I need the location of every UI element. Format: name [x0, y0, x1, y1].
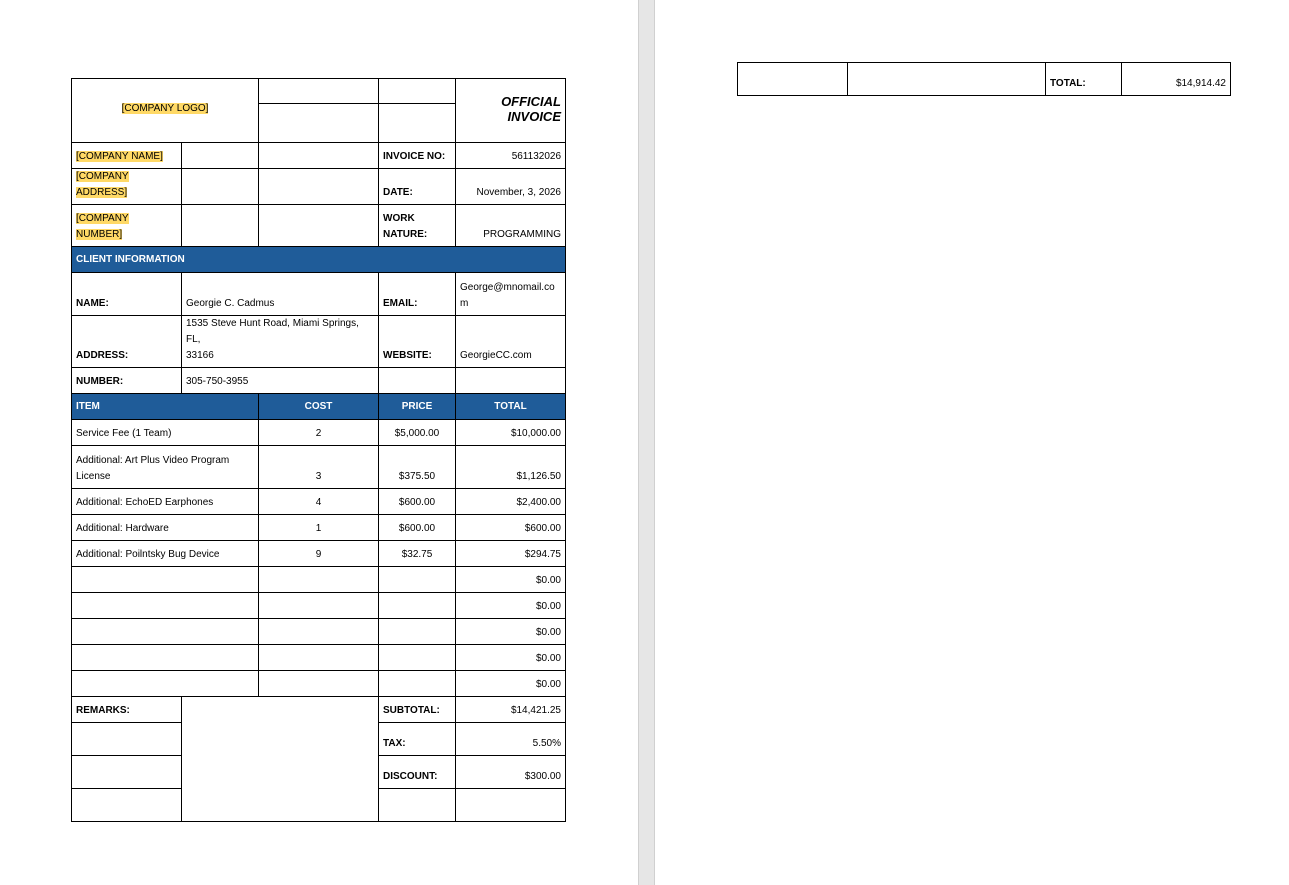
item-item	[72, 671, 259, 697]
company-name: [COMPANY NAME]	[72, 143, 182, 169]
item-price: $375.50	[379, 446, 456, 489]
invoice-no: 561132026	[456, 143, 566, 169]
item-price: $600.00	[379, 489, 456, 515]
item-total: $600.00	[456, 515, 566, 541]
subtotal: $14,421.25	[456, 697, 566, 723]
item-price	[379, 567, 456, 593]
item-row	[72, 515, 566, 541]
item-cost: 3	[259, 446, 379, 489]
company-number: [COMPANY NUMBER]	[72, 205, 182, 247]
item-cost: 4	[259, 489, 379, 515]
item-row	[72, 671, 566, 697]
item-item: Additional: Art Plus Video Program License	[72, 446, 259, 489]
item-total: $0.00	[456, 645, 566, 671]
item-row	[72, 541, 566, 567]
client-email: George@mnomail.co m	[456, 273, 566, 316]
item-total: $2,400.00	[456, 489, 566, 515]
email-label: EMAIL:	[379, 273, 456, 316]
subtotal-label: SUBTOTAL:	[379, 697, 456, 723]
item-total: $10,000.00	[456, 420, 566, 446]
tax: 5.50%	[456, 723, 566, 756]
item-total: $0.00	[456, 567, 566, 593]
item-cost	[259, 645, 379, 671]
website-label: WEBSITE:	[379, 316, 456, 368]
cost-header: COST	[259, 394, 379, 420]
tax-label: TAX:	[379, 723, 456, 756]
discount: $300.00	[456, 756, 566, 789]
item-price: $32.75	[379, 541, 456, 567]
page-gutter	[638, 0, 655, 885]
page2-total-table	[737, 62, 1231, 96]
item-item	[72, 645, 259, 671]
work-nature-label: WORK NATURE:	[379, 205, 456, 247]
item-cost	[259, 593, 379, 619]
item-item: Service Fee (1 Team)	[72, 420, 259, 446]
work-nature: PROGRAMMING	[456, 205, 566, 247]
total-label: TOTAL:	[1046, 63, 1122, 96]
item-price	[379, 593, 456, 619]
item-item: Additional: Poilntsky Bug Device	[72, 541, 259, 567]
client-address: 1535 Steve Hunt Road, Miami Springs, FL, 33166	[182, 316, 379, 368]
date-label: DATE:	[379, 169, 456, 205]
client-name: Georgie C. Cadmus	[182, 273, 379, 316]
item-price: $600.00	[379, 515, 456, 541]
number-label: NUMBER:	[72, 368, 182, 394]
item-row	[72, 645, 566, 671]
item-total: $1,126.50	[456, 446, 566, 489]
item-item: Additional: EchoED Earphones	[72, 489, 259, 515]
item-item: Additional: Hardware	[72, 515, 259, 541]
item-cost: 2	[259, 420, 379, 446]
item-header: ITEM	[72, 394, 259, 420]
item-total: $0.00	[456, 593, 566, 619]
remarks-label: REMARKS:	[72, 697, 182, 723]
invoice-title: OFFICIAL INVOICE	[456, 79, 566, 143]
item-total: $0.00	[456, 619, 566, 645]
item-price	[379, 671, 456, 697]
grand-total: $14,914.42	[1122, 63, 1231, 96]
item-row	[72, 489, 566, 515]
item-price	[379, 645, 456, 671]
date: November, 3, 2026	[456, 169, 566, 205]
item-cost	[259, 567, 379, 593]
item-row	[72, 567, 566, 593]
item-row	[72, 446, 566, 489]
company-address: [COMPANY ADDRESS]	[72, 169, 182, 205]
item-price: $5,000.00	[379, 420, 456, 446]
price-header: PRICE	[379, 394, 456, 420]
item-cost: 1	[259, 515, 379, 541]
item-item	[72, 567, 259, 593]
item-item	[72, 619, 259, 645]
name-label: NAME:	[72, 273, 182, 316]
item-item	[72, 593, 259, 619]
item-cost: 9	[259, 541, 379, 567]
company-logo: [COMPANY LOGO]	[72, 79, 259, 143]
item-total: $0.00	[456, 671, 566, 697]
item-cost	[259, 671, 379, 697]
item-price	[379, 619, 456, 645]
item-total: $294.75	[456, 541, 566, 567]
client-website: GeorgieCC.com	[456, 316, 566, 368]
client-number: 305-750-3955	[182, 368, 379, 394]
discount-label: DISCOUNT:	[379, 756, 456, 789]
invoice-no-label: INVOICE NO:	[379, 143, 456, 169]
invoice-table	[71, 78, 566, 822]
item-cost	[259, 619, 379, 645]
address-label: ADDRESS:	[72, 316, 182, 368]
item-row	[72, 619, 566, 645]
item-row	[72, 420, 566, 446]
total-header: TOTAL	[456, 394, 566, 420]
client-info-heading: CLIENT INFORMATION	[72, 247, 566, 273]
remarks-field[interactable]	[182, 697, 379, 822]
item-row	[72, 593, 566, 619]
